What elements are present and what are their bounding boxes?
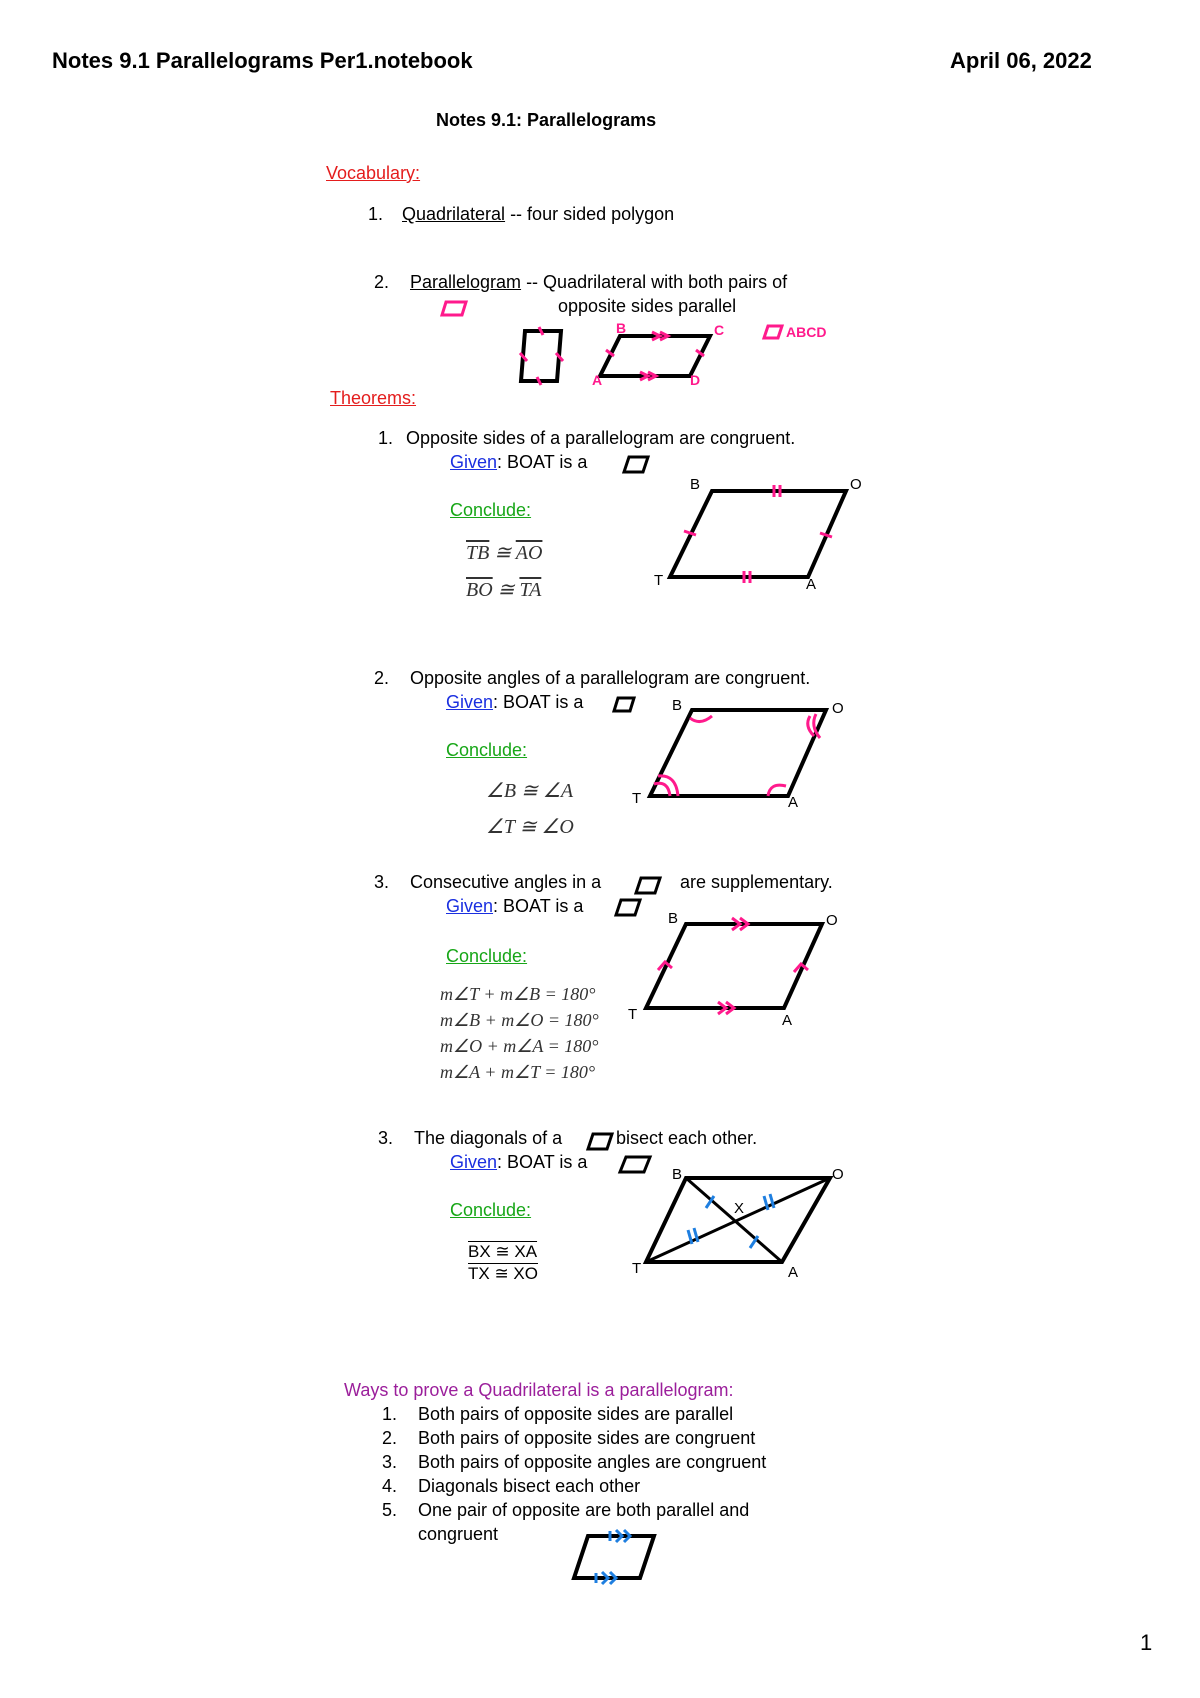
page-number: 1 [1140, 1630, 1153, 1655]
notebook-title: Notes 9.1 Parallelograms Per1.notebook [52, 48, 473, 73]
theorem-3-diagram [636, 916, 836, 1016]
vocab-label-a: A [592, 372, 603, 388]
inline-parallelogram-icon [634, 876, 662, 896]
vocab-term-quadrilateral: Quadrilateral [402, 204, 506, 224]
ways-item-3: Both pairs of opposite angles are congruent [418, 1452, 767, 1472]
theorem-2-conclude: Conclude: [446, 740, 528, 760]
t2-label-b: B [672, 697, 683, 714]
ways-item-1: Both pairs of opposite sides are parallel [418, 1404, 734, 1424]
theorem-3-conclusion-1: m∠T + m∠B = 180° [440, 984, 596, 1004]
ways-item-5-line2: congruent [418, 1524, 499, 1544]
theorem-1-diagram [660, 485, 860, 585]
t4-label-b: B [672, 1166, 683, 1183]
t3-label-t: T [628, 1006, 638, 1023]
theorem-2-conclusion-1: ∠B ≅ ∠A [486, 780, 574, 802]
theorem-2-given-label: Given [446, 692, 494, 712]
given-parallelogram-icon-2 [612, 696, 636, 714]
theorems-heading: Theorems: [330, 388, 417, 408]
vocab-item-1-num: 1. [368, 204, 384, 224]
ways-item-5-num: 5. [382, 1500, 398, 1520]
given-parallelogram-icon-3 [614, 898, 642, 918]
theorem-4-conclusion-2: TX ≅ XO [468, 1264, 538, 1283]
ways-item-2: Both pairs of opposite sides are congruent [418, 1428, 756, 1448]
vocab-sketch-tall-parallelogram [515, 325, 565, 385]
parallelogram-symbol-icon [440, 300, 470, 318]
vocab-item-2-num: 2. [374, 272, 390, 292]
theorem-1-text: Opposite sides of a parallelogram are congruent. [406, 428, 796, 448]
vocab-def-quadrilateral: -- four sided polygon [505, 204, 675, 224]
theorem-3-conclusion-3: m∠O + m∠A = 180° [440, 1036, 599, 1056]
t1-label-b: B [690, 476, 701, 493]
theorem-1-given [450, 452, 587, 473]
vocab-term-parallelogram: Parallelogram [410, 272, 522, 292]
t4-label-x: X [734, 1200, 745, 1217]
theorem-3-text-post: are supplementary. [680, 872, 833, 892]
vocab-def-parallelogram-line2: opposite sides parallel [558, 296, 737, 316]
theorem-4-given-label: Given [450, 1152, 498, 1172]
vocab-label-b: B [616, 320, 627, 336]
theorem-4-given-text: : BOAT is a [497, 1152, 588, 1172]
theorem-3-conclusion-2: m∠B + m∠O = 180° [440, 1010, 599, 1030]
ways-item-1-num: 1. [382, 1404, 398, 1424]
vocab-label-c: C [714, 322, 725, 338]
t4-label-o: O [832, 1166, 844, 1183]
vocab-item-1 [402, 204, 674, 225]
theorem-2-num: 2. [374, 668, 390, 688]
t1-label-a: A [806, 576, 817, 593]
theorem-1-num: 1. [378, 428, 394, 448]
t3-label-o: O [826, 912, 838, 929]
theorem-4-num: 3. [378, 1128, 394, 1148]
ways-item-2-num: 2. [382, 1428, 398, 1448]
theorem-3-conclude: Conclude: [446, 946, 528, 966]
t4-label-a: A [788, 1264, 799, 1281]
t1-label-o: O [850, 476, 862, 493]
segment-ao: $\overline{AO}$ [515, 542, 543, 564]
segment-tb: $\overline{TB}$ [466, 542, 490, 564]
segment-bo: $\overline{BO}$ [466, 579, 493, 601]
theorem-1-conclusion-2: $\overline{BO}$ ≅ $\overline{TA}$ [466, 579, 542, 601]
theorem-3-conclusion-4: m∠A + m∠T = 180° [440, 1062, 596, 1082]
theorem-1-given-text: : BOAT is a [497, 452, 588, 472]
theorem-2-conclusion-2: ∠T ≅ ∠O [486, 816, 574, 838]
t2-label-a: A [788, 794, 799, 811]
theorem-4-given [450, 1152, 587, 1173]
ways-item-5: One pair of opposite are both parallel and [418, 1500, 750, 1520]
t1-label-t: T [654, 572, 664, 589]
theorem-3-given-label: Given [446, 896, 494, 916]
notebook-date: April 06, 2022 [950, 48, 1092, 73]
theorem-2-given [446, 692, 583, 713]
ways-item-4-num: 4. [382, 1476, 398, 1496]
theorem-1-given-label: Given [450, 452, 498, 472]
vocab-def-parallelogram: -- Quadrilateral with both pairs of [521, 272, 788, 292]
theorem-4-text-pre: The diagonals of a [414, 1128, 563, 1148]
t3-label-b: B [668, 910, 679, 927]
abcd-parallelogram-symbol-icon [762, 324, 784, 340]
ways-sketch-parallelogram [570, 1530, 660, 1582]
theorem-2-given-text: : BOAT is a [493, 692, 584, 712]
vocabulary-heading: Vocabulary: [326, 163, 421, 183]
theorem-3-given-text: : BOAT is a [493, 896, 584, 916]
theorem-1-conclusion-1: $\overline{TB}$ ≅ $\overline{AO}$ [466, 542, 543, 564]
theorem-2-diagram [640, 704, 840, 804]
vocab-sketch-abcd-parallelogram [590, 330, 720, 380]
ways-item-4: Diagonals bisect each other [418, 1476, 641, 1496]
ways-item-3-num: 3. [382, 1452, 398, 1472]
theorem-3-text-pre: Consecutive angles in a [410, 872, 602, 892]
given-parallelogram-icon [622, 455, 650, 475]
t3-label-a: A [782, 1012, 793, 1029]
theorem-4-diagram [640, 1170, 840, 1270]
t2-label-t: T [632, 790, 642, 807]
segment-ta: $\overline{TA}$ [519, 579, 542, 601]
ways-heading: Ways to prove a Quadrilateral is a parallelogram: [344, 1380, 734, 1400]
theorem-4-text-post: bisect each other. [616, 1128, 758, 1148]
theorem-1-conclude: Conclude: [450, 500, 532, 520]
theorem-4-conclude: Conclude: [450, 1200, 532, 1220]
t4-label-t: T [632, 1260, 642, 1277]
vocab-label-d: D [690, 372, 701, 388]
theorem-4-conclusion-1: BX ≅ XA [468, 1242, 538, 1261]
theorem-3-given [446, 896, 583, 917]
vocab-item-2 [410, 272, 787, 293]
page-title: Notes 9.1: Parallelograms [436, 110, 657, 130]
vocab-label-abcd: ABCD [786, 324, 827, 340]
theorem-2-text: Opposite angles of a parallelogram are congruent. [410, 668, 811, 688]
t2-label-o: O [832, 700, 844, 717]
theorem-3-num: 3. [374, 872, 390, 892]
inline-parallelogram-icon-2 [586, 1132, 614, 1152]
